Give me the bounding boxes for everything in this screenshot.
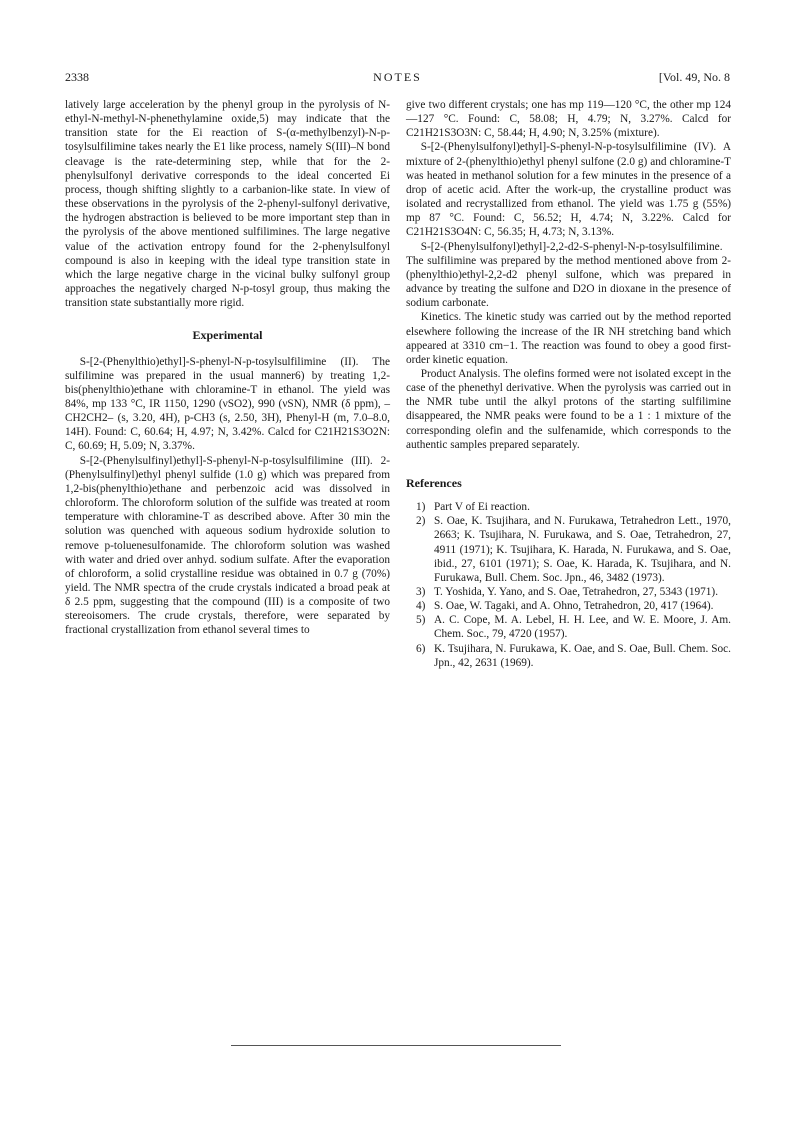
reference-item bbox=[406, 585, 731, 599]
continuation-paragraph: give two different crystals; one has mp 119—120 °C, the other mp 124—127 °C. Found: C, 58.08; H, 4.79; N, 3.27%. Calcd for C21H21S3O3N: C, 58.44; H, 4.90; N, 3.25% (mixture). bbox=[406, 99, 731, 140]
product-analysis-paragraph: Product Analysis. The olefins formed were not isolated except in the case of the phenethyl derivative. When the pyrolysis was carried out in the NMR tube until the alkyl protons of the starting sulfilimine disappeared, the NMR peaks were found to be a 1 : 1 mixture of the corresponding olefin and the sulfenamide, which corresponds to the authentic samples prepared separately. bbox=[406, 367, 731, 451]
compound-ii-paragraph: S-[2-(Phenylthio)ethyl]-S-phenyl-N-p-tosylsulfilimine (II). The sulfilimine was prepared in the usual manner6) by treating 1,2-bis(phenylthio)ethane with chloramine-T in ethanol. The yield was 84%, mp 133 °C, IR 1150, 1290 (νSO2), 990 (νSN), NMR (δ ppm), –CH2CH2– (s, 3.20, 4H), p-CH3 (s, 2.50, 3H), Phenyl-H (m, 7.0–8.0, 14H). Found: C, 60.64; H, 4.97; N, 3.42%. Calcd for C21H21S3O2N: C, 60.69; H, 5.09; N, 3.37%. bbox=[65, 355, 390, 453]
reference-number: 4) bbox=[416, 600, 426, 613]
reference-number: 5) bbox=[416, 614, 426, 627]
page-number: 2338 bbox=[65, 70, 89, 84]
compound-deuterated-paragraph: S-[2-(Phenylsulfonyl)ethyl]-2,2-d2-S-phenyl-N-p-tosylsulfilimine. The sulfilimine was prepared by the method mentioned above from 2-(phenylthio)ethyl-2,2-d2 phenyl sulfone, which was prepared in advance by treating the sulfone and D2O in dioxane in the presence of sodium carbonate. bbox=[406, 240, 731, 310]
reference-number: 1) bbox=[416, 501, 426, 514]
reference-text: T. Yoshida, Y. Yano, and S. Oae, Tetrahedron, 27, 5343 (1971). bbox=[434, 586, 719, 598]
page-header bbox=[65, 70, 730, 86]
reference-text: Part V of Ei reaction. bbox=[434, 501, 530, 514]
reference-text: A. C. Cope, M. A. Lebel, H. H. Lee, and W. E. Moore, J. Am. Chem. Soc., 79, 4720 (1957). bbox=[434, 614, 731, 641]
volume-info: [Vol. 49, No. 8 bbox=[658, 70, 730, 84]
reference-item bbox=[406, 514, 731, 585]
reference-number: 3) bbox=[416, 586, 426, 598]
reference-text: S. Oae, K. Tsujihara, and N. Furukawa, Tetrahedron Lett., 1970, 2663; K. Tsujihara, N. Furukawa, and S. Oae, Tetrahedron, 27, 4911 (1971); K. Tsujihara, K. Harada, N. Furukawa, and S. Oae, ibid., 27, 6101 (1971); S. Oae, K. Harada, K. Tsujihara, and N. Furukawa, Bull. Chem. Soc. Jpn., 46, 3482 (1973). bbox=[434, 515, 731, 584]
reference-item bbox=[406, 613, 731, 641]
compound-iii-paragraph: S-[2-(Phenylsulfinyl)ethyl]-S-phenyl-N-p-tosylsulfilimine (III). 2-(Phenylsulfinyl)ethyl phenyl sulfide (1.0 g) which was prepared from 1,2-bis(phenylthio)ethane and perbenzoic acid was dissolved in chloroform. The chloroform solution of the sulfide was treated at room temperature with chloramine-T as described above. After 30 min the solution was quenched with aqueous sodium hydroxide solution to remove p-toluenesulfonamide. The chloroform solution was washed with water and dried over anhyd. sodium sulfate. After the evaporation of chloroform, a solid crystalline residue was obtained in 0.7 g (70%) yield. The NMR spectra of the crude crystals indicated a broad peak at δ 2.5 ppm, suggesting that the compound (III) is a composite of two stereoisomers. The crude crystals, therefore, were separated by fractional crystallization from ethanol several times to bbox=[65, 454, 390, 637]
references-list bbox=[406, 500, 731, 670]
end-rule bbox=[231, 1045, 561, 1046]
experimental-heading: Experimental bbox=[192, 328, 263, 343]
kinetics-paragraph: Kinetics. The kinetic study was carried out by the method reported elsewhere following the increase of the IR NH stretching band which appeared at 3310 cm−1. The reaction was found to obey a good first-order kinetic equation. bbox=[406, 311, 731, 366]
running-title: NOTES bbox=[373, 70, 422, 84]
compound-iv-paragraph: S-[2-(Phenylsulfonyl)ethyl]-S-phenyl-N-p-tosylsulfilimine (IV). A mixture of 2-(phenylthio)ethyl phenyl sulfone (2.0 g) and chloramine-T was heated in methanol solution for a few minutes in the presence of a drop of acetic acid. After the work-up, the crystalline product was isolated and recrystallized from ethanol. The yield was 1.75 g (55%) mp 87 °C. Found: C, 56.52; H, 4.74; N, 3.22%. Calcd for C21H21S3O4N: C, 56.35; H, 4.73; N, 3.13%. bbox=[406, 141, 731, 239]
reference-item bbox=[406, 500, 731, 514]
left-column bbox=[65, 98, 390, 638]
references-heading: References bbox=[406, 475, 462, 490]
reference-item bbox=[406, 599, 731, 613]
reference-number: 2) bbox=[416, 515, 426, 528]
reference-number: 6) bbox=[416, 642, 426, 655]
reference-text: S. Oae, W. Tagaki, and A. Ohno, Tetrahedron, 20, 417 (1964). bbox=[434, 600, 714, 613]
reference-item bbox=[406, 642, 731, 670]
intro-paragraph: latively large acceleration by the phenyl group in the pyrolysis of N-ethyl-N-methyl-N-phenethylamine oxide,5) may indicate that the transition state for the Ei reaction of S-(α-methylbenzyl)-N-p-tosylsulfilimine takes nearly the E1 like process, namely S(III)–N bond cleavage is the rate-determining step, while that for the 2-phenylsulfonyl derivative corresponds to the ideal concerted Ei process, though shifting slightly to a carbanion-like state. In view of these observations in the pyrolysis of the 2-phenyl-sulfonyl derivative, the hydrogen abstraction is believed to be more important step than in the pyrolysis of the above mentioned sulfilimines. The large negative value of the activation entropy found for the 2-phenylsulfonyl compound is also in keeping with the ideal type transition state in which the large negative charge in the vicinal bulky sulfonyl group approaches the negatively charged N-p-tosyl group, thus making the transition state substantially more rigid. bbox=[65, 99, 390, 310]
right-column bbox=[406, 98, 731, 670]
reference-text: K. Tsujihara, N. Furukawa, K. Oae, and S. Oae, Bull. Chem. Soc. Jpn., 42, 2631 (1969). bbox=[434, 642, 731, 669]
